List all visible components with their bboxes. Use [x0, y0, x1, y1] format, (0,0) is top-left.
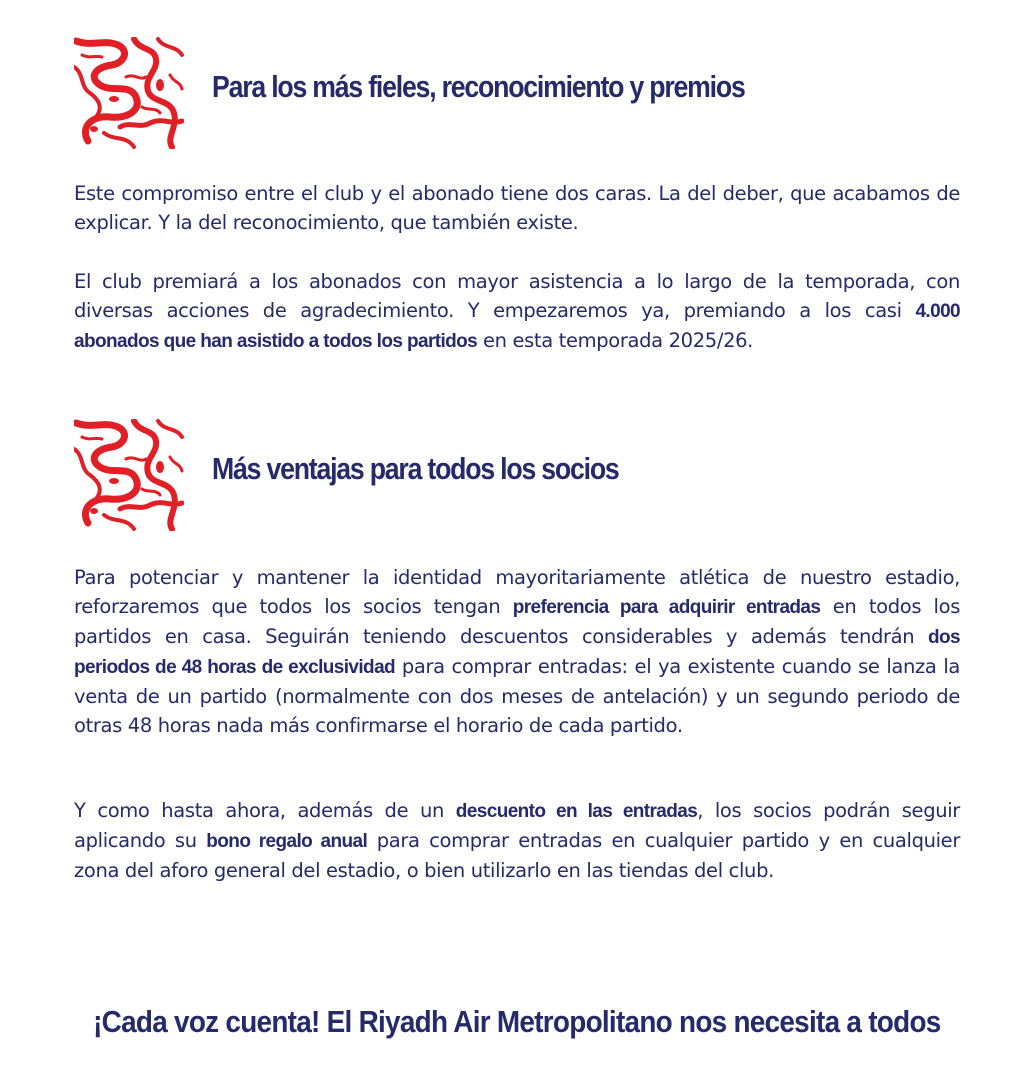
paragraph-text: , los socios podrán seguir aplicando su [74, 799, 960, 852]
footer-slogan [0, 1004, 1034, 1040]
paragraph-text: Este compromiso entre el club y el abonado tiene dos caras. La del deber, que acabamos de explicar. Y la del reconocimiento, que también existe. [74, 182, 960, 234]
paragraph [74, 563, 960, 740]
paragraph-text: en todos los partidos en casa. Seguirán teniendo descuentos considerables y además tendrán [74, 595, 961, 648]
paragraph-text: para comprar entradas: el ya existente cuando se lanza la venta de un partido (normalmente con dos meses de antelación) y un segundo periodo de otras 48 horas nada más confirmarse el horario de cada partido. [74, 655, 960, 737]
paragraph-text: El club premiará a los abonados con mayor asistencia a lo largo de la temporada, con diversas acciones de agradecimiento. Y empezaremos ya, premiando a los casi [74, 270, 960, 322]
red-marble-emblem-icon [74, 419, 184, 531]
highlight-text: 4.000 abonados que han asistido a todos los partidos [74, 301, 960, 352]
section-header-advantages [74, 419, 964, 531]
section-heading: Para los más fieles, reconocimiento y premios [212, 69, 745, 104]
highlight-text: dos periodos de 48 horas de exclusividad [74, 627, 960, 678]
red-marble-emblem-icon [74, 37, 184, 149]
highlight-text: descuento en las entradas [455, 801, 698, 822]
paragraph-text: para comprar entradas en cualquier partido y en cualquier zona del aforo general del estadio, o bien utilizarlo en las tiendas del club. [74, 829, 960, 882]
paragraph-text: Y como hasta ahora, además de un [74, 799, 456, 822]
paragraph [74, 179, 960, 237]
section-header-recognition [74, 37, 964, 149]
section-heading: Más ventajas para todos los socios [212, 451, 619, 486]
paragraph [74, 796, 960, 885]
footer-text: ¡Cada voz cuenta! El Riyadh Air Metropolitano nos necesita a todos [93, 1004, 941, 1039]
highlight-text: preferencia para adquirir entradas [512, 597, 821, 618]
paragraph-text: en esta temporada 2025/26. [477, 329, 754, 352]
highlight-text: bono regalo anual [206, 831, 368, 852]
paragraph-text: Para potenciar y mantener la identidad mayoritariamente atlética de nuestro estadio, reforzaremos que todos los socios tengan [74, 566, 960, 618]
paragraph [74, 267, 960, 356]
